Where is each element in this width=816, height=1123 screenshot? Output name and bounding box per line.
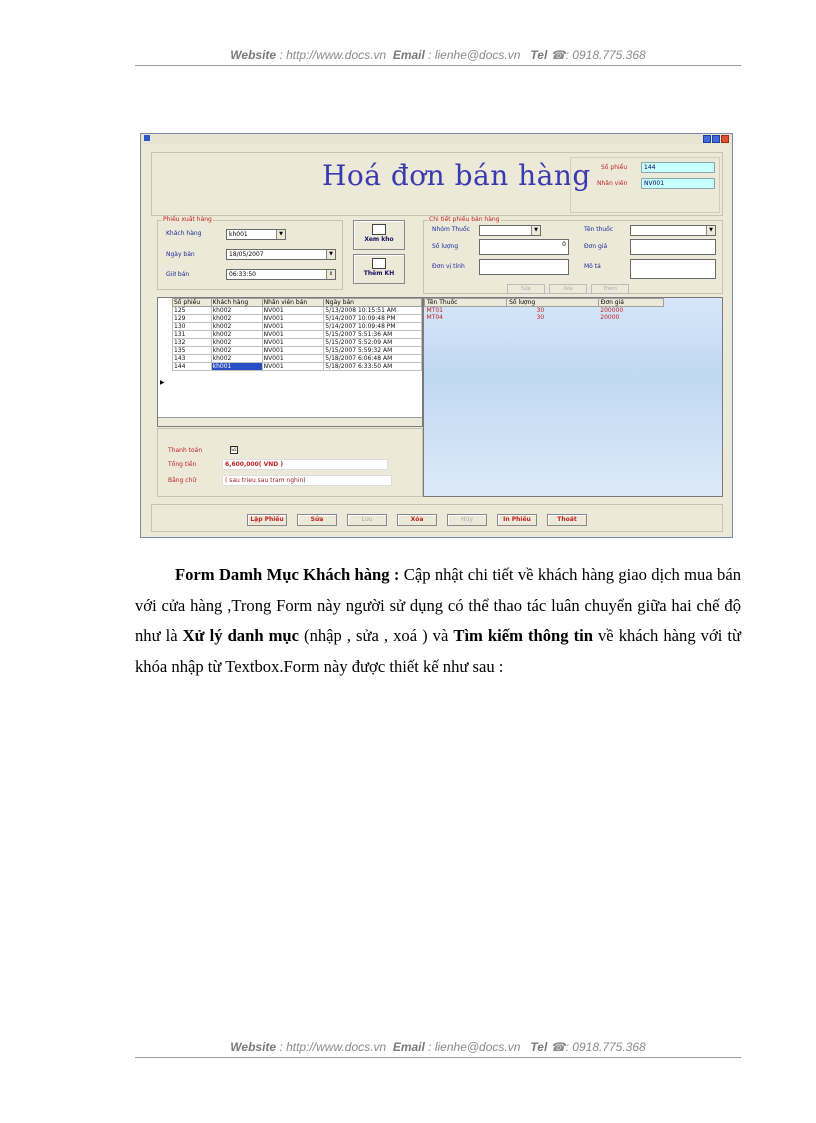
xem-kho-label: Xem kho xyxy=(364,236,394,243)
thanh-toan-checkbox[interactable]: ☑ xyxy=(231,446,237,453)
website-label: Website xyxy=(230,48,277,62)
app-icon xyxy=(144,135,150,141)
don-gia-label: Đơn giá xyxy=(584,243,608,250)
table-row[interactable] xyxy=(173,355,422,363)
form-title: Hoá đơn bán hàng xyxy=(322,159,591,192)
para-text-3: về khách hàng với từ khóa nhập từ Textbox.Form này được thiết kế như sau : xyxy=(135,626,741,676)
ngay-ban-picker[interactable] xyxy=(226,249,336,260)
cell: NV001 xyxy=(262,363,324,371)
them-kh-label: Thêm KH xyxy=(363,270,395,277)
so-luong-input[interactable]: 0 xyxy=(479,239,569,255)
table-row[interactable] xyxy=(425,307,664,315)
cell: 144 xyxy=(173,363,212,371)
close-icon[interactable] xyxy=(721,135,729,143)
window-controls xyxy=(703,135,729,143)
thanh-toan-label: Thanh toán xyxy=(168,447,203,454)
header-info xyxy=(570,157,720,213)
footer-website-value: : http://www.docs.vn xyxy=(279,1040,387,1054)
cell: 5/18/2007 6:06:48 AM xyxy=(324,355,422,363)
phieu-xuat-title: Phiếu xuất hàng xyxy=(163,216,212,223)
window-titlebar xyxy=(141,134,732,144)
footer-email-label: Email xyxy=(392,1040,425,1054)
para-bold-lead: Form Damh Mục Khách hàng : xyxy=(175,565,400,584)
phieu-xuat-group xyxy=(157,216,343,290)
gio-ban-stepper[interactable] xyxy=(226,269,336,280)
minimize-icon[interactable] xyxy=(703,135,711,143)
spinner-icon[interactable]: ⇕ xyxy=(326,270,335,279)
luu-button[interactable]: Lưu xyxy=(347,514,387,526)
cell: 30 xyxy=(536,314,545,321)
so-phieu-field[interactable]: 144 xyxy=(641,162,715,173)
cell: kh002 xyxy=(211,331,262,339)
cell: 5/14/2007 10:09:48 PM xyxy=(324,323,422,331)
table-row[interactable] xyxy=(425,314,664,321)
khach-hang-value: kh001 xyxy=(229,231,248,238)
huy-button[interactable]: Hủy xyxy=(447,514,487,526)
gio-ban-label: Giờ bán xyxy=(166,271,190,278)
cell: 143 xyxy=(173,355,212,363)
don-vi-tinh-input[interactable] xyxy=(479,259,569,275)
mo-ta-label: Mô tả xyxy=(584,263,601,270)
table-row[interactable] xyxy=(173,339,422,347)
cell: 5/15/2007 5:59:32 AM xyxy=(324,347,422,355)
email-value: : lienhe@docs.vn xyxy=(428,48,521,62)
cell: 125 xyxy=(173,307,212,315)
sua-detail-button[interactable]: Sửa xyxy=(507,284,545,294)
description-paragraph xyxy=(135,560,741,682)
invoice-list-grid[interactable] xyxy=(157,297,423,427)
phone-icon: ☎ xyxy=(550,1040,566,1054)
ten-thuoc-label: Tên thuốc xyxy=(584,226,614,233)
thoat-button[interactable]: Thoát xyxy=(547,514,587,526)
cell: kh002 xyxy=(211,307,262,315)
cell: 30 xyxy=(536,307,545,314)
table-row[interactable] xyxy=(173,307,422,315)
ngay-ban-value: 18/05/2007 xyxy=(229,251,264,258)
xoa-button[interactable]: Xóa xyxy=(397,514,437,526)
don-vi-tinh-label: Đơn vị tính xyxy=(432,263,465,270)
bottom-toolbar xyxy=(151,504,723,532)
chevron-down-icon[interactable]: ▼ xyxy=(706,226,715,235)
nhom-thuoc-select[interactable] xyxy=(479,225,541,236)
khach-hang-label: Khách hàng xyxy=(166,230,202,237)
in-phieu-button[interactable]: In Phiếu xyxy=(497,514,537,526)
chevron-down-icon[interactable]: ▼ xyxy=(276,230,285,239)
bang-chu-label: Bằng chữ xyxy=(168,477,197,484)
tel-value: : 0918.775.368 xyxy=(565,48,646,62)
chi-tiet-title: Chi tiết phiếu bán hàng xyxy=(429,216,500,223)
lap-phieu-button[interactable]: Lập Phiếu xyxy=(247,514,287,526)
table-row[interactable] xyxy=(173,347,422,355)
them-kh-button[interactable] xyxy=(353,254,405,284)
detail-table xyxy=(424,298,664,321)
bang-chu-value: ( sau trieu sau tram nghin) xyxy=(222,475,392,486)
cell: NV001 xyxy=(262,355,324,363)
page-footer xyxy=(135,1040,741,1058)
don-gia-input[interactable] xyxy=(630,239,716,255)
footer-tel-value: : 0918.775.368 xyxy=(565,1040,646,1054)
nhan-vien-field[interactable]: NV001 xyxy=(641,178,715,189)
khach-hang-select[interactable] xyxy=(226,229,286,240)
chi-tiet-group xyxy=(423,216,723,294)
detail-header-row xyxy=(425,299,664,307)
invoice-table xyxy=(172,298,422,371)
tong-tien-label: Tổng tiền xyxy=(168,461,197,468)
table-row-selected[interactable] xyxy=(173,363,422,371)
col-khach-hang[interactable]: Khách hàng xyxy=(211,299,262,307)
table-row[interactable] xyxy=(173,331,422,339)
tel-label: Tel xyxy=(530,48,548,62)
cell: NV001 xyxy=(262,339,324,347)
website-value: : http://www.docs.vn xyxy=(279,48,387,62)
cell: 5/18/2007 6:33:50 AM xyxy=(324,363,422,371)
cell: kh002 xyxy=(211,323,262,331)
them-detail-button[interactable]: Thêm xyxy=(591,284,629,294)
col-so-luong[interactable]: Số lượng xyxy=(507,299,599,307)
so-phieu-label: Số phiếu xyxy=(601,164,628,171)
col-ngay-ban[interactable]: Ngày bán xyxy=(324,299,422,307)
cell: NV001 xyxy=(262,323,324,331)
cell: kh002 xyxy=(211,347,262,355)
mo-ta-input[interactable] xyxy=(630,259,716,279)
cell: 130 xyxy=(173,323,212,331)
cell: 129 xyxy=(173,315,212,323)
cell: NV001 xyxy=(262,307,324,315)
ten-thuoc-select[interactable] xyxy=(630,225,716,236)
para-bold-end: Tìm kiếm thông tin xyxy=(453,626,593,645)
para-text-2: (nhập , sửa , xoá ) và xyxy=(299,626,454,645)
document-icon xyxy=(372,258,386,269)
ngay-ban-label: Ngày bán xyxy=(166,251,195,258)
tong-tien-value: 6,600,000( VND ) xyxy=(222,459,388,470)
col-nhan-vien[interactable]: Nhân viên bán xyxy=(262,299,324,307)
horizontal-scrollbar[interactable] xyxy=(158,417,422,426)
email-label: Email xyxy=(392,48,425,62)
page-header xyxy=(135,48,741,66)
book-icon xyxy=(372,224,386,235)
cell: 135 xyxy=(173,347,212,355)
col-ten-thuoc[interactable]: Tên Thuốc xyxy=(425,299,507,307)
cell: 5/15/2007 5:52:09 AM xyxy=(324,339,422,347)
cell: NV001 xyxy=(262,315,324,323)
cell: 20000 xyxy=(600,314,620,321)
col-so-phieu[interactable]: Số phiếu xyxy=(173,299,212,307)
cell: 5/13/2008 10:15:51 AM xyxy=(324,307,422,315)
cell: 5/14/2007 10:09:48 PM xyxy=(324,315,422,323)
table-row[interactable] xyxy=(173,315,422,323)
footer-website-label: Website xyxy=(230,1040,277,1054)
cell: 5/15/2007 5:51:36 AM xyxy=(324,331,422,339)
detail-grid[interactable] xyxy=(423,297,723,497)
cell: MT01 xyxy=(426,307,443,314)
para-bold-mid: Xử lý danh mục xyxy=(182,626,300,645)
cell: kh002 xyxy=(211,339,262,347)
cell-selected[interactable]: kh001 xyxy=(211,363,262,371)
nhan-vien-label: Nhân viên xyxy=(597,180,628,187)
chevron-down-icon[interactable]: ▼ xyxy=(326,250,335,259)
table-row[interactable] xyxy=(173,323,422,331)
invoice-form-screenshot xyxy=(140,133,733,538)
footer-tel-label: Tel xyxy=(530,1040,548,1054)
so-luong-label: Số lượng xyxy=(432,243,459,250)
col-don-gia[interactable]: Đơn giá xyxy=(598,299,663,307)
table-header-row xyxy=(173,299,422,307)
para-text-1: Cập nhật chi tiết về khách hàng giao dịch mua bán với cửa hàng ,Trong Form này người sử dụng có thể thao tác luân chuyển giữa hai chế độ như là xyxy=(135,565,742,645)
cell: 132 xyxy=(173,339,212,347)
maximize-icon[interactable] xyxy=(712,135,720,143)
nhom-thuoc-label: Nhóm Thuốc xyxy=(432,226,470,233)
gio-ban-value: 06:33:50 xyxy=(229,271,256,278)
row-marker-icon: ▶ xyxy=(160,379,165,386)
xoa-detail-button[interactable]: Xóa xyxy=(549,284,587,294)
cell: MT04 xyxy=(426,314,443,321)
cell: NV001 xyxy=(262,331,324,339)
cell: kh002 xyxy=(211,315,262,323)
chevron-down-icon[interactable]: ▼ xyxy=(531,226,540,235)
footer-email-value: : lienhe@docs.vn xyxy=(428,1040,521,1054)
sua-button[interactable]: Sửa xyxy=(297,514,337,526)
cell: 131 xyxy=(173,331,212,339)
header-panel xyxy=(151,152,723,216)
cell: 200000 xyxy=(600,307,624,314)
cell: kh002 xyxy=(211,355,262,363)
xem-kho-button[interactable] xyxy=(353,220,405,250)
cell: NV001 xyxy=(262,347,324,355)
payment-panel xyxy=(157,428,423,497)
phone-icon: ☎ xyxy=(550,48,566,62)
